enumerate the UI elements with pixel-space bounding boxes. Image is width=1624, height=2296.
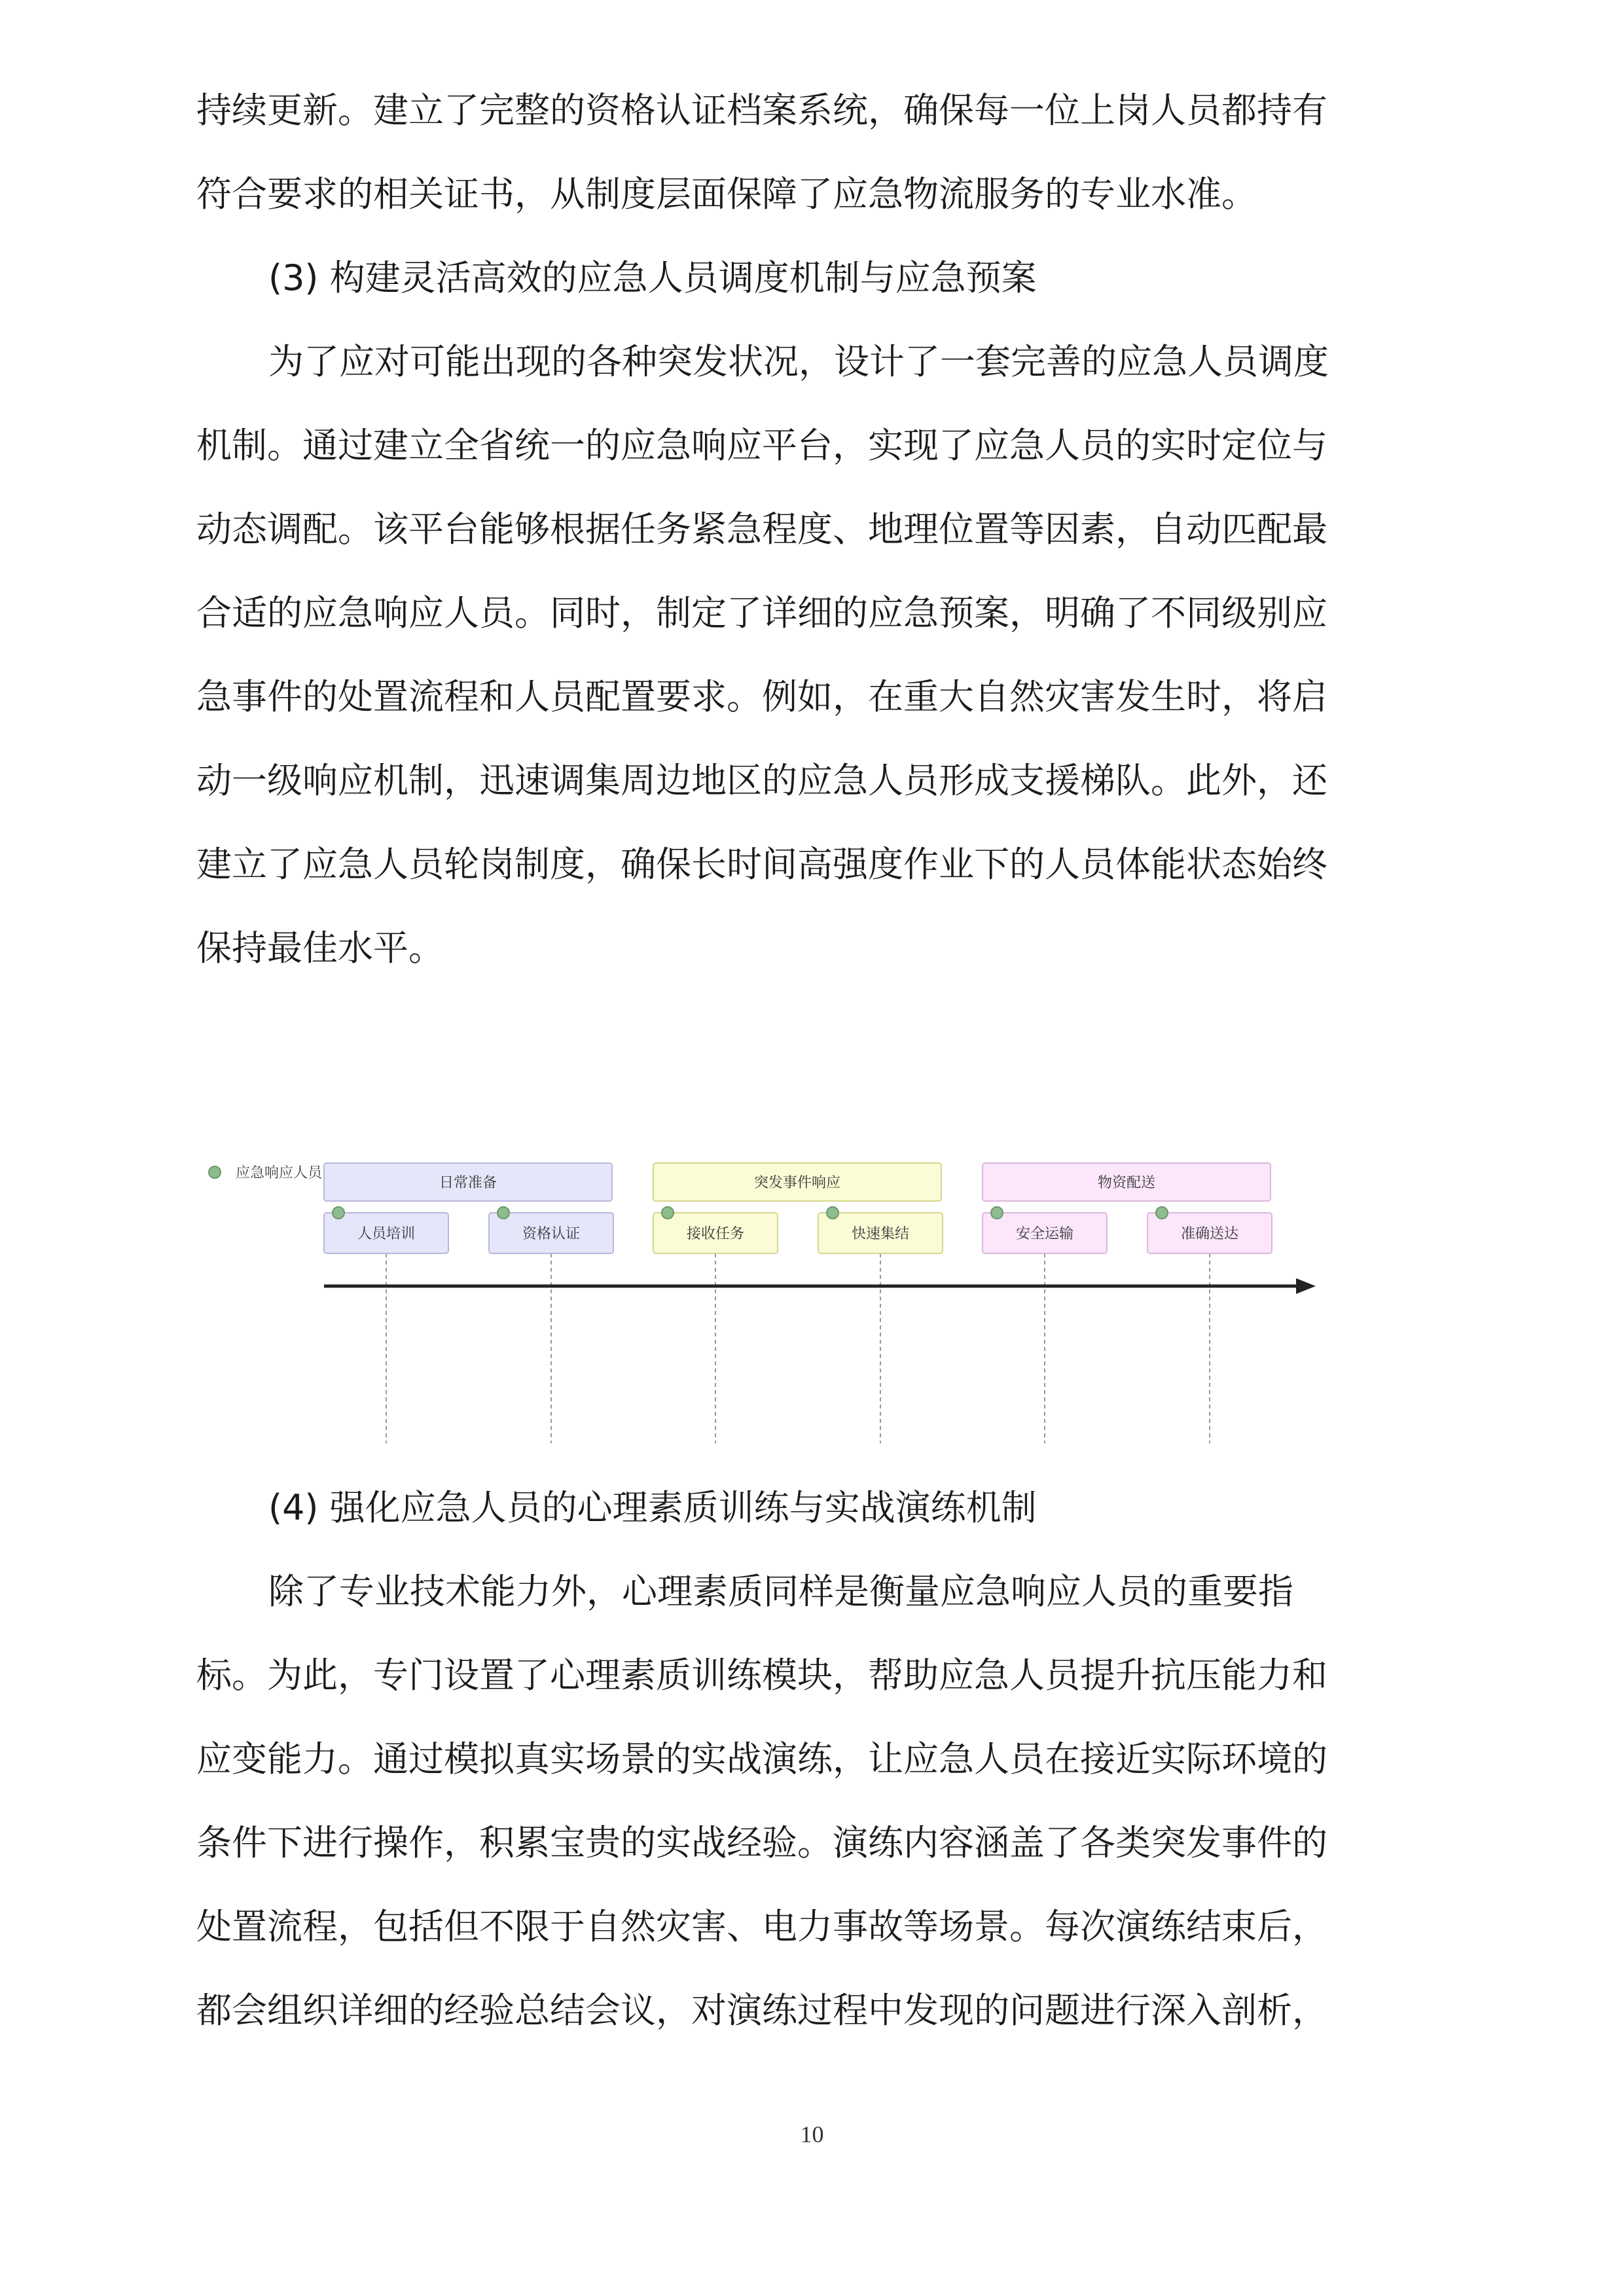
task-marker-icon (497, 1207, 509, 1219)
paragraph-3 (196, 1550, 1327, 2053)
task-label: 资格认证 (522, 1226, 581, 1242)
paragraph-1 (196, 69, 1327, 236)
legend-label: 应急响应人员 (236, 1165, 323, 1181)
paragraph-2 (196, 320, 1329, 990)
paragraph-line: 应变能力。通过模拟真实场景的实战演练，让应急人员在接近实际环境的 (196, 1738, 1327, 1780)
task-label: 准确送达 (1180, 1226, 1239, 1242)
task-marker-icon (1156, 1207, 1168, 1219)
axis-arrow-icon (1296, 1278, 1316, 1294)
paragraph-line: 符合要求的相关证书，从制度层面保障了应急物流服务的专业水准。 (196, 173, 1257, 215)
task-label: 接收任务 (686, 1226, 745, 1242)
paragraph-line: 都会组织详细的经验总结会议，对演练过程中发现的问题进行深入剖析， (196, 1990, 1327, 2031)
paragraph-line: 保持最佳水平。 (196, 927, 444, 969)
timeline-diagram (196, 1149, 1322, 1450)
paragraph-line: 标。为此，专门设置了心理素质训练模块，帮助应急人员提升抗压能力和 (196, 1655, 1327, 1696)
phase-label: 物资配送 (1097, 1175, 1156, 1191)
section-heading-4 (268, 1466, 1037, 1550)
paragraph-line: 持续更新。建立了完整的资格认证档案系统，确保每一位上岗人员都持有 (196, 90, 1327, 131)
legend-marker-icon (209, 1166, 221, 1178)
heading-text: (4) 强化应急人员的心理素质训练与实战演练机制 (268, 1487, 1037, 1528)
task-label: 人员培训 (357, 1226, 416, 1242)
paragraph-line: 处置流程，包括但不限于自然灾害、电力事故等场景。每次演练结束后， (196, 1906, 1327, 1947)
paragraph-line: 为了应对可能出现的各种突发状况，设计了一套完善的应急人员调度 (268, 341, 1329, 382)
heading-text: (3) 构建灵活高效的应急人员调度机制与应急预案 (268, 257, 1037, 298)
task-label: 安全运输 (1015, 1226, 1074, 1242)
legend (209, 1165, 323, 1181)
task-marker-icon (662, 1207, 674, 1219)
phase (324, 1163, 612, 1201)
phase-label: 突发事件响应 (753, 1175, 841, 1191)
paragraph-line: 机制。通过建立全省统一的应急响应平台，实现了应急人员的实时定位与 (196, 425, 1327, 466)
paragraph-line: 合适的应急响应人员。同时，制定了详细的应急预案，明确了不同级别应 (196, 592, 1327, 634)
phase (653, 1163, 941, 1201)
paragraph-line: 条件下进行操作，积累宝贵的实战经验。演练内容涵盖了各类突发事件的 (196, 1822, 1327, 1863)
phase-label: 日常准备 (439, 1175, 497, 1191)
task-label: 快速集结 (851, 1226, 910, 1242)
paragraph-line: 急事件的处置流程和人员配置要求。例如，在重大自然灾害发生时，将启 (196, 676, 1327, 717)
page-number: 10 (800, 2121, 824, 2147)
paragraph-line: 建立了应急人员轮岗制度，确保长时间高强度作业下的人员体能状态始终 (196, 844, 1327, 885)
paragraph-line: 动一级响应机制，迅速调集周边地区的应急人员形成支援梯队。此外，还 (196, 760, 1327, 801)
task-marker-icon (827, 1207, 839, 1219)
paragraph-line: 动态调配。该平台能够根据任务紧急程度、地理位置等因素，自动匹配最 (196, 509, 1327, 550)
task-marker-icon (991, 1207, 1003, 1219)
phase (983, 1163, 1271, 1201)
section-heading-3 (268, 236, 1037, 320)
task-marker-icon (333, 1207, 344, 1219)
paragraph-line: 除了专业技术能力外，心理素质同样是衡量应急响应人员的重要指 (268, 1571, 1293, 1612)
